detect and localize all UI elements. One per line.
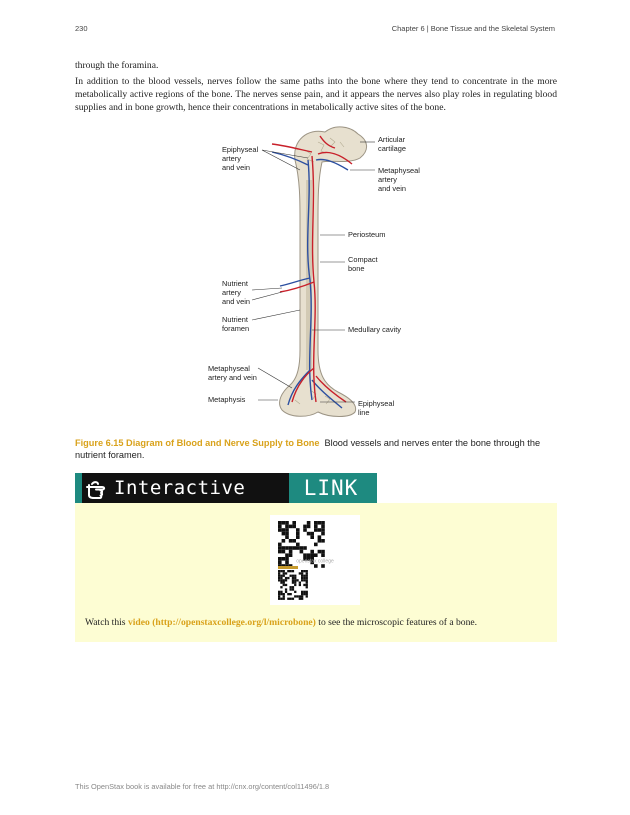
qr-module bbox=[278, 572, 280, 574]
label-metaphysis: Metaphysis bbox=[208, 395, 246, 404]
qr-module bbox=[296, 543, 300, 547]
qr-module bbox=[294, 579, 296, 581]
qr-module bbox=[301, 593, 303, 595]
qr-module bbox=[306, 577, 308, 579]
qr-module bbox=[296, 595, 298, 597]
qr-module bbox=[307, 553, 311, 557]
qr-module bbox=[292, 575, 294, 577]
qr-module bbox=[314, 521, 318, 525]
qr-module bbox=[285, 553, 289, 557]
qr-module bbox=[278, 598, 280, 600]
qr-module bbox=[283, 582, 285, 584]
qr-module bbox=[289, 553, 293, 557]
qr-module bbox=[307, 525, 311, 529]
label-nutrient-artery: Nutrient artery and vein bbox=[222, 279, 250, 306]
qr-module bbox=[285, 577, 287, 579]
qr-module bbox=[278, 579, 280, 581]
qr-module bbox=[282, 550, 286, 554]
qr-module bbox=[314, 525, 318, 529]
qr-module bbox=[294, 577, 296, 579]
qr-module bbox=[299, 598, 301, 600]
qr-module bbox=[292, 579, 294, 581]
qr-module bbox=[282, 539, 286, 543]
qr-module bbox=[292, 586, 294, 588]
qr-module bbox=[283, 598, 285, 600]
qr-module bbox=[283, 595, 285, 597]
qr-module bbox=[289, 539, 293, 543]
chapter-title: Chapter 6 | Bone Tissue and the Skeletal System bbox=[391, 24, 555, 33]
qr-module bbox=[296, 579, 298, 581]
qr-module bbox=[278, 528, 282, 532]
qr-module bbox=[303, 577, 305, 579]
figure-caption bbox=[75, 437, 557, 461]
qr-module bbox=[292, 577, 294, 579]
qr-openstax-caption: openstax college bbox=[296, 558, 334, 565]
qr-module bbox=[292, 546, 296, 550]
qr-module bbox=[310, 553, 314, 557]
qr-module bbox=[303, 575, 305, 577]
qr-module bbox=[296, 528, 300, 532]
qr-module bbox=[301, 591, 303, 593]
qr-module bbox=[290, 586, 292, 588]
qr-module bbox=[299, 584, 301, 586]
label-compact-bone: Compact bone bbox=[348, 255, 378, 273]
qr-module bbox=[282, 546, 286, 550]
qr-module bbox=[278, 525, 282, 529]
qr-module bbox=[283, 593, 285, 595]
qr-module bbox=[285, 546, 289, 550]
qr-module bbox=[318, 539, 322, 543]
qr-module bbox=[290, 598, 292, 600]
qr-module bbox=[278, 593, 280, 595]
interactive-link-text: Watch this video (http://openstaxcollege.org/l/microbone) to see the microscopic features of a bone. bbox=[85, 617, 478, 628]
qr-module bbox=[301, 575, 303, 577]
qr-module bbox=[292, 521, 296, 525]
qr-module bbox=[303, 570, 305, 572]
banner-left bbox=[75, 473, 289, 503]
qr-module bbox=[280, 579, 282, 581]
qr-module bbox=[310, 535, 314, 539]
qr-module bbox=[300, 546, 304, 550]
qr-module bbox=[292, 570, 294, 572]
caption-text: Blood vessels and nerves enter the bone through the nutrient foramen. bbox=[75, 438, 541, 460]
qr-module bbox=[306, 584, 308, 586]
qr-module bbox=[292, 588, 294, 590]
qr-module bbox=[290, 588, 292, 590]
qr-module bbox=[280, 570, 282, 572]
qr-module bbox=[283, 575, 285, 577]
qr-module bbox=[301, 598, 303, 600]
qr-module bbox=[290, 570, 292, 572]
qr-module bbox=[285, 584, 287, 586]
qr-module bbox=[285, 561, 289, 565]
qr-module bbox=[285, 528, 289, 532]
qr-module bbox=[290, 593, 292, 595]
qr-module bbox=[306, 572, 308, 574]
qr-module bbox=[280, 577, 282, 579]
qr-module bbox=[282, 557, 286, 561]
qr-module bbox=[306, 591, 308, 593]
label-epiphyseal-artery: Epiphyseal artery and vein bbox=[222, 145, 259, 172]
qr-module bbox=[282, 532, 286, 536]
page-footer: This OpenStax book is available for free at http://cnx.org/content/col11496/1.8 bbox=[75, 782, 330, 791]
qr-module bbox=[294, 582, 296, 584]
qr-module bbox=[285, 535, 289, 539]
qr-module bbox=[321, 528, 325, 532]
qr-module bbox=[321, 553, 325, 557]
qr-module bbox=[303, 546, 307, 550]
qr-module bbox=[321, 550, 325, 554]
qr-module bbox=[301, 595, 303, 597]
label-metaphyseal-right: Metaphyseal artery and vein bbox=[378, 166, 420, 193]
qr-module bbox=[292, 525, 296, 529]
qr-module bbox=[300, 550, 304, 554]
label-articular-cartilage: Articular cartilage bbox=[378, 135, 406, 153]
qr-module bbox=[287, 570, 289, 572]
qr-module bbox=[282, 528, 286, 532]
qr-module bbox=[299, 595, 301, 597]
qr-module bbox=[283, 570, 285, 572]
qr-module bbox=[314, 543, 318, 547]
label-epiphyseal-line: Epiphyseal line bbox=[358, 399, 395, 417]
qr-module bbox=[307, 532, 311, 536]
qr-module bbox=[310, 550, 314, 554]
qr-module bbox=[280, 586, 282, 588]
qr-code-image bbox=[270, 515, 360, 605]
qr-module bbox=[314, 553, 318, 557]
qr-module bbox=[321, 539, 325, 543]
qr-module bbox=[282, 521, 286, 525]
qr-module bbox=[318, 550, 322, 554]
qr-module bbox=[306, 593, 308, 595]
paragraph-continuation: through the foramina. bbox=[75, 60, 159, 71]
qr-module bbox=[301, 572, 303, 574]
qr-module bbox=[306, 575, 308, 577]
page-number: 230 bbox=[75, 24, 88, 33]
page-header bbox=[75, 24, 555, 38]
qr-module bbox=[306, 595, 308, 597]
qr-module bbox=[294, 584, 296, 586]
label-periosteum: Periosteum bbox=[348, 230, 386, 239]
qr-module bbox=[303, 593, 305, 595]
caption-title: Figure 6.15 Diagram of Blood and Nerve Supply to Bone bbox=[75, 438, 320, 448]
qr-module bbox=[318, 528, 322, 532]
qr-module bbox=[290, 575, 292, 577]
qr-module bbox=[314, 528, 318, 532]
qr-module bbox=[280, 591, 282, 593]
qr-module bbox=[280, 593, 282, 595]
qr-code[interactable] bbox=[270, 515, 360, 605]
qr-module bbox=[278, 570, 280, 572]
qr-module bbox=[299, 582, 301, 584]
qr-module bbox=[306, 570, 308, 572]
qr-module bbox=[292, 539, 296, 543]
qr-module bbox=[278, 550, 282, 554]
qr-module bbox=[294, 575, 296, 577]
qr-module bbox=[303, 584, 305, 586]
qr-module bbox=[321, 532, 325, 536]
qr-module bbox=[292, 598, 294, 600]
qr-module bbox=[296, 532, 300, 536]
qr-module bbox=[285, 557, 289, 561]
qr-module bbox=[278, 543, 282, 547]
qr-module bbox=[289, 525, 293, 529]
qr-module bbox=[278, 577, 280, 579]
qr-module bbox=[296, 546, 300, 550]
qr-module bbox=[318, 535, 322, 539]
qr-module bbox=[285, 591, 287, 593]
qr-module bbox=[280, 598, 282, 600]
qr-module bbox=[299, 572, 301, 574]
qr-module bbox=[321, 564, 325, 568]
interactive-link-box bbox=[75, 503, 557, 642]
qr-module bbox=[301, 579, 303, 581]
qr-module bbox=[303, 525, 307, 529]
qr-module bbox=[303, 579, 305, 581]
banner-word-link: LINK bbox=[289, 473, 377, 503]
qr-module bbox=[285, 525, 289, 529]
label-metaphyseal-left: Metaphyseal artery and vein bbox=[208, 364, 257, 382]
label-nutrient-foramen: Nutrient foramen bbox=[222, 315, 250, 333]
qr-module bbox=[289, 546, 293, 550]
qr-module bbox=[285, 572, 287, 574]
video-link[interactable]: video (http://openstaxcollege.org/l/microbone) bbox=[127, 617, 316, 628]
qr-module bbox=[285, 521, 289, 525]
bone-blood-supply-figure bbox=[200, 120, 450, 430]
qr-module bbox=[280, 582, 282, 584]
qr-module bbox=[314, 564, 318, 568]
paragraph-nerves: In addition to the blood vessels, nerves follow the same paths into the bone where they tend to concentrate in the more metabolically active regions of the bone. The nerves sense pain, and it appears the nerves also play roles in regulating blood supplies and in bone growth, hence their concentrations in metabolically active sites of the bone. bbox=[75, 76, 557, 113]
qr-module bbox=[310, 532, 314, 536]
qr-module bbox=[296, 535, 300, 539]
qr-module bbox=[283, 572, 285, 574]
qr-module bbox=[278, 595, 280, 597]
qr-module bbox=[283, 579, 285, 581]
banner-word-interactive: Interactive bbox=[114, 477, 246, 499]
qr-module bbox=[306, 579, 308, 581]
bone-diagram bbox=[200, 120, 450, 430]
qr-module bbox=[278, 521, 282, 525]
qr-module bbox=[303, 553, 307, 557]
qr-logo-band bbox=[278, 566, 298, 569]
qr-module bbox=[292, 582, 294, 584]
pointing-hand-icon bbox=[84, 473, 112, 503]
qr-module bbox=[283, 584, 285, 586]
qr-module bbox=[278, 575, 280, 577]
qr-module bbox=[321, 521, 325, 525]
qr-module bbox=[318, 521, 322, 525]
qr-module bbox=[294, 595, 296, 597]
qr-module bbox=[301, 577, 303, 579]
qr-module bbox=[307, 521, 311, 525]
qr-module bbox=[285, 579, 287, 581]
qr-module bbox=[303, 591, 305, 593]
qr-module bbox=[306, 582, 308, 584]
interactive-link-banner bbox=[75, 473, 377, 503]
qr-module bbox=[287, 577, 289, 579]
qr-module bbox=[289, 550, 293, 554]
qr-module bbox=[287, 598, 289, 600]
qr-module bbox=[303, 528, 307, 532]
qr-module bbox=[301, 570, 303, 572]
qr-module bbox=[287, 593, 289, 595]
label-medullary-cavity: Medullary cavity bbox=[348, 325, 401, 334]
qr-module bbox=[278, 546, 282, 550]
qr-module bbox=[278, 591, 280, 593]
qr-module bbox=[285, 588, 287, 590]
qr-module bbox=[280, 575, 282, 577]
qr-module bbox=[321, 525, 325, 529]
qr-module bbox=[285, 532, 289, 536]
qr-module bbox=[294, 591, 296, 593]
qr-module bbox=[278, 557, 282, 561]
qr-module bbox=[278, 561, 282, 565]
qr-module bbox=[306, 586, 308, 588]
